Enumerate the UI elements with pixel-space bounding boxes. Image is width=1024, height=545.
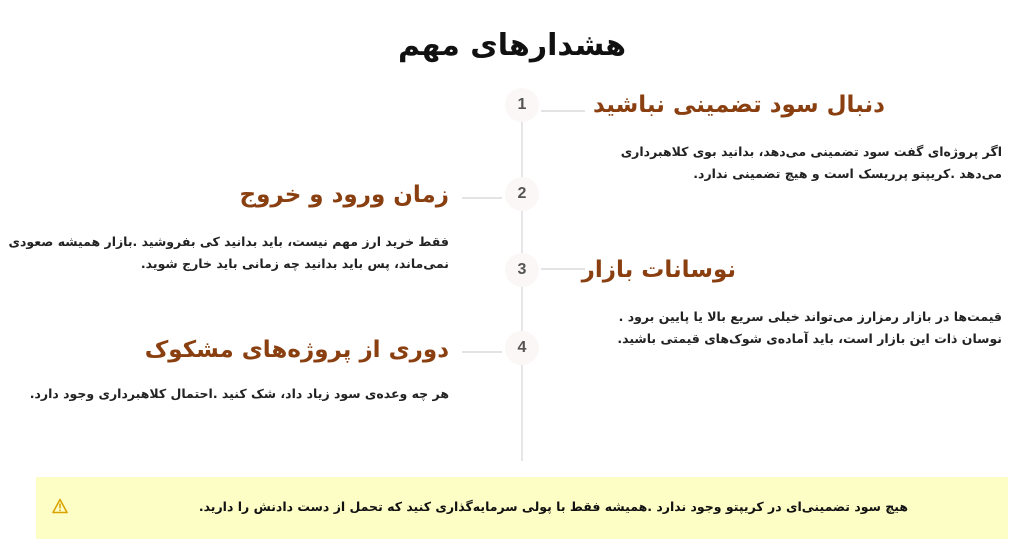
timeline-number: 3	[505, 253, 539, 287]
warning-triangle-icon	[52, 498, 68, 514]
timeline-text: اگر پروژه‌ای گفت سود تضمینی می‌دهد، بدانید بوی کلاهبرداری می‌دهد .کریپتو پرریسک است و هیچ تضمینی ندارد.	[620, 144, 1002, 181]
timeline-text: فقط خرید ارز مهم نیست، باید بدانید کی بفروشید .بازار همیشه صعودی نمی‌ماند، پس باید بدانید چه زمانی باید خارج شوید.	[8, 234, 449, 271]
timeline-number: 2	[505, 177, 539, 211]
timeline-number: 4	[505, 331, 539, 365]
timeline-connector	[462, 351, 502, 353]
timeline-heading: نوسانات بازار	[581, 257, 736, 283]
timeline-heading: دنبال سود تضمینی نباشید	[592, 92, 885, 118]
page-title: هشدارهای مهم	[397, 28, 627, 63]
warning-text: هیچ سود تضمینی‌ای در کریپتو وجود ندارد .همیشه فقط با پولی سرمایه‌گذاری کنید که تحمل از دست دادنش را دارید.	[198, 499, 908, 514]
timeline-text: قیمت‌ها در بازار رمزارز می‌تواند خیلی سریع بالا یا پایین برود . نوسان ذات این بازار است، باید آماده‌ی شوک‌های قیمتی باشید.	[617, 309, 1002, 346]
timeline-connector	[462, 197, 502, 199]
timeline-heading: زمان ورود و خروج	[239, 182, 449, 208]
timeline-number: 1	[505, 88, 539, 122]
warning-banner	[36, 477, 1008, 539]
timeline-heading: دوری از پروژه‌های مشکوک	[144, 337, 449, 363]
timeline-text: هر چه وعده‌ی سود زیاد داد، شک کنید .احتمال کلاهبرداری وجود دارد.	[29, 386, 449, 401]
